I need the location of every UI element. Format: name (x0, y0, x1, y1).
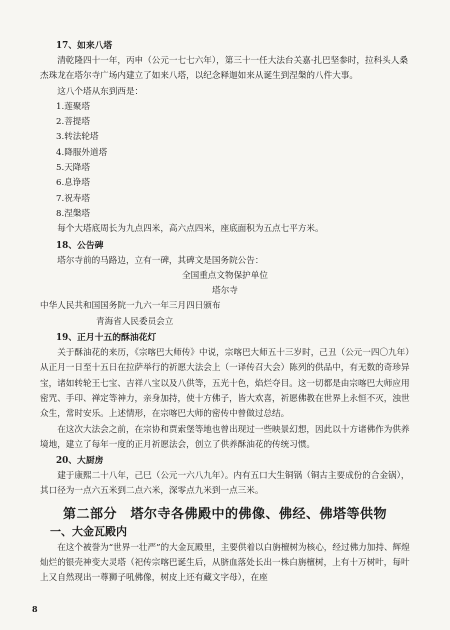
list-item: 4.降服外道塔 (56, 147, 108, 158)
section-title: 一、大金瓦殿内 (50, 524, 127, 538)
stele-line: 全国重点文物保护单位 (182, 270, 268, 281)
list-item: 5.天降塔 (56, 163, 90, 174)
paragraph-20-1: 建于康熙二十八年，己巳（公元一六八九年）。内有五口大生铜锅（铜古主要成份的合金锅），其口径为一点六五米到二点六米，深零点九米到一点三米。 (40, 471, 410, 497)
section-heading-20: 20、大厨房 (56, 456, 104, 467)
list-item: 2.菩提塔 (56, 117, 90, 128)
paragraph-19-2: 在这次大法会之前，在宗协和贾索堡等地也曾出现过一些映景幻想，因此以十方诸佛作为供养境地，建立了每年一度的正月祈愿法会，创立了供养酥油花的传统习惯。 (40, 424, 410, 450)
list-item: 1.莲聚塔 (56, 101, 90, 112)
page-number: 8 (32, 604, 38, 614)
stele-line: 塔尔寺 (212, 286, 238, 297)
paragraph-17-list-intro: 这八个塔从东到西是： (57, 86, 144, 97)
paragraph-final: 在这个被誉为“世界一壮严”的大金瓦殿里，主要供着以白旃檀树为核心，经过佛力加持、辉煌灿烂的银壳神变大灵塔（祀传宗喀巴诞生后，从脐血落处长出一株白旃檀树，上有十万树叶，每叶上又自然现出一尊狮子吼佛像，树皮上还有藏文字母），在座 (40, 542, 410, 584)
paragraph-17-summary: 每个大塔底周长为九点四米，高六点四米，座底面积为五点七平方米。 (57, 224, 324, 235)
paragraph-19-1: 关于酥油花的来历，《宗喀巴大师传》中说，宗喀巴大师五十三岁时，己丑（公元一四〇九年）从正月一日至十五日在拉萨举行的祈愿大法会上（一译传召大会）陈列的供品中，有无数的奇珍异宝，诸如转轮王七宝、吉祥八宝以及八供等，五光十色，焰烂夺目。这一切都是由宗喀巴大师应用密咒、手印、禅定等神力，亲身加持，使十方佛子，皆大欢喜，祈愿佛教在世界上永恒不灭，浊世众生，常时安乐。上述情形，在宗喀巴大师的密传中曾做过总结。 (40, 348, 410, 420)
paragraph-17-intro: 清乾隆四十一年，丙申（公元一七七六年），第三十一任大法台关嘉·扎巴坚参时，拉科头人桑杰珠龙在塔尔寺广场内建立了如来八塔，以纪念释迦如来从诞生到涅槃的八件大事。 (40, 56, 408, 82)
list-item: 8.涅槃塔 (56, 208, 90, 219)
section-heading-17: 17、如来八塔 (56, 41, 113, 51)
paragraph-18-intro: 塔尔寺前的马路边，立有一碑，其碑文是国务院公告： (57, 255, 264, 266)
list-item: 3.转法轮塔 (56, 132, 99, 143)
part-title: 第二部分 塔尔寺各佛殿中的佛像、佛经、佛塔等供物 (62, 506, 387, 522)
list-item: 7.祝寿塔 (56, 193, 90, 204)
stele-line: 中华人民共和国国务院一九六一年三月四日颁布 (40, 301, 221, 312)
section-heading-18: 18、公告碑 (56, 240, 104, 251)
list-item: 6.息诤塔 (56, 178, 90, 189)
stele-line: 青海省人民委员会立 (96, 316, 174, 327)
section-heading-19: 19、正月十五的酥油花灯 (56, 333, 157, 344)
